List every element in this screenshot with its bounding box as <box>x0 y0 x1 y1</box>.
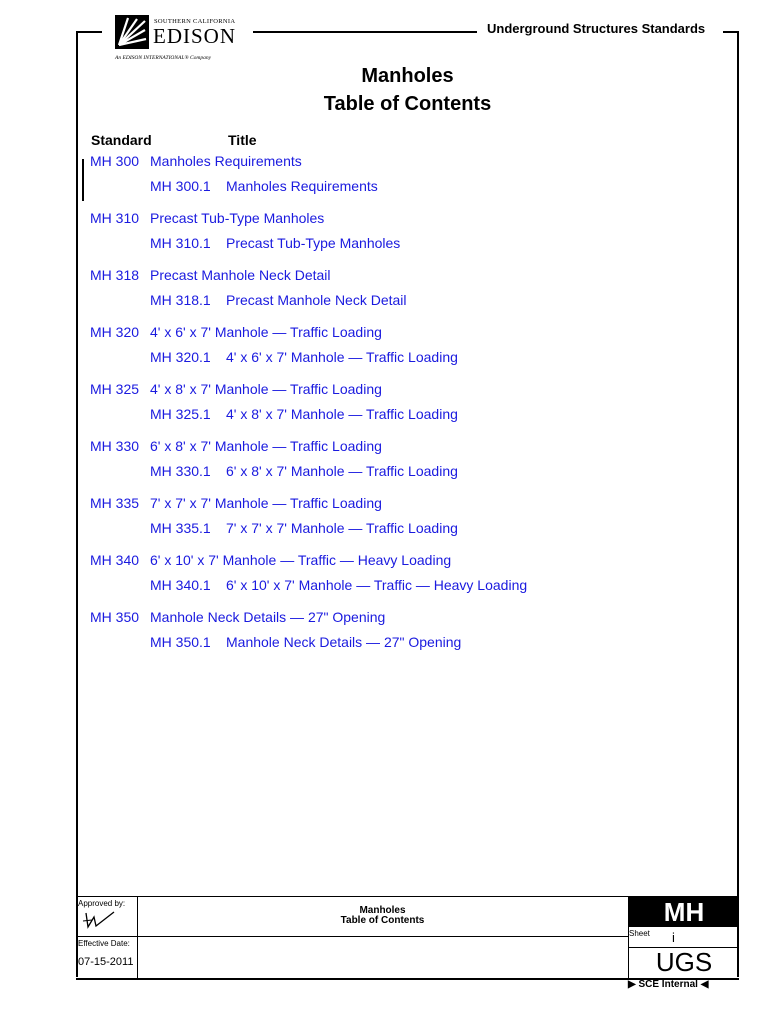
ugs-label: UGS <box>655 947 713 977</box>
toc-sub-title[interactable]: Manhole Neck Details — 27" Opening <box>226 633 462 650</box>
toc-standard-code[interactable]: MH 350 <box>90 609 140 625</box>
toc-group <box>90 438 527 495</box>
toc-sub-link[interactable] <box>90 235 527 260</box>
toc-title[interactable]: Precast Manhole Neck Detail <box>150 267 331 283</box>
logo-tagline: An EDISON INTERNATIONAL® Company <box>115 55 212 61</box>
toc-standard-code[interactable]: MH 330 <box>90 438 140 454</box>
toc-standard-code[interactable]: MH 335 <box>90 495 140 511</box>
toc-sub-title[interactable]: 4' x 8' x 7' Manhole — Traffic Loading <box>226 405 458 422</box>
column-header-standard: Standard <box>91 132 152 148</box>
toc-standard-code[interactable]: MH 320 <box>90 324 140 340</box>
toc-group <box>90 495 527 552</box>
toc-link[interactable] <box>90 153 527 178</box>
footer-title-line2: Table of Contents <box>340 915 425 926</box>
toc-title[interactable]: 4' x 6' x 7' Manhole — Traffic Loading <box>150 324 382 340</box>
section-code-badge: MH <box>629 897 739 927</box>
divider <box>137 936 628 937</box>
toc-link[interactable] <box>90 609 527 634</box>
toc-sub-title[interactable]: Manholes Requirements <box>226 177 378 194</box>
toc-title[interactable]: 4' x 8' x 7' Manhole — Traffic Loading <box>150 381 382 397</box>
edison-sunburst-icon <box>115 15 149 49</box>
toc-group <box>90 381 527 438</box>
title-block <box>76 896 739 980</box>
toc-group <box>90 552 527 609</box>
toc-group <box>90 210 527 267</box>
toc-group <box>90 324 527 381</box>
toc-sub-link[interactable] <box>90 577 527 602</box>
toc-standard-code[interactable]: MH 340 <box>90 552 140 568</box>
toc-sub-link[interactable] <box>90 634 527 659</box>
toc-sub-standard-code[interactable]: MH 350.1 <box>150 633 211 650</box>
toc-sub-link[interactable] <box>90 178 527 203</box>
doc-title-line1: Manholes <box>361 65 454 87</box>
logo-small-text: SOUTHERN CALIFORNIA <box>154 18 236 25</box>
toc-sub-title[interactable]: 7' x 7' x 7' Manhole — Traffic Loading <box>226 519 458 536</box>
toc-sub-standard-code[interactable]: MH 310.1 <box>150 234 211 251</box>
toc-title[interactable]: 6' x 10' x 7' Manhole — Traffic — Heavy Loading <box>150 552 452 568</box>
toc-sub-standard-code[interactable]: MH 320.1 <box>150 348 211 365</box>
toc-sub-title[interactable]: 6' x 8' x 7' Manhole — Traffic Loading <box>226 462 458 479</box>
header-title: Underground Structures Standards <box>487 21 706 36</box>
toc-sub-link[interactable] <box>90 349 527 374</box>
toc-standard-code[interactable]: MH 318 <box>90 267 140 283</box>
change-bar <box>82 159 84 201</box>
toc-sub-title[interactable]: Precast Manhole Neck Detail <box>226 291 407 308</box>
toc-link[interactable] <box>90 438 527 463</box>
toc-group <box>90 609 527 666</box>
toc-sub-link[interactable] <box>90 463 527 488</box>
frame-top-mid-line <box>253 31 477 33</box>
toc-standard-code[interactable]: MH 325 <box>90 381 140 397</box>
toc-sub-title[interactable]: Precast Tub-Type Manholes <box>226 234 401 251</box>
toc-link[interactable] <box>90 324 527 349</box>
toc-standard-code[interactable]: MH 300 <box>90 153 140 169</box>
toc-sub-link[interactable] <box>90 292 527 317</box>
toc-sub-standard-code[interactable]: MH 340.1 <box>150 576 211 593</box>
edison-logo <box>115 15 255 65</box>
doc-title-line2: Table of Contents <box>323 93 492 115</box>
toc-link[interactable] <box>90 495 527 520</box>
sheet-value: i <box>672 930 675 945</box>
toc-title[interactable]: 6' x 8' x 7' Manhole — Traffic Loading <box>150 438 382 454</box>
toc-sub-link[interactable] <box>90 520 527 545</box>
sheet-label: Sheet <box>629 929 650 938</box>
approved-by-label: Approved by: <box>78 899 126 908</box>
toc-sub-standard-code[interactable]: MH 335.1 <box>150 519 211 536</box>
toc-sub-standard-code[interactable]: MH 300.1 <box>150 177 211 194</box>
logo-big-text: EDISON <box>153 24 236 48</box>
footer-title-line1: Manholes <box>359 905 406 916</box>
effective-date-label: Effective Date: <box>78 939 130 948</box>
toc-sub-standard-code[interactable]: MH 330.1 <box>150 462 211 479</box>
toc-sub-title[interactable]: 6' x 10' x 7' Manhole — Traffic — Heavy Loading <box>226 576 528 593</box>
toc-title[interactable]: Precast Tub-Type Manholes <box>150 210 325 226</box>
toc-link[interactable] <box>90 552 527 577</box>
toc-link[interactable] <box>90 381 527 406</box>
column-header-title: Title <box>228 132 257 148</box>
classification-label: ▶ SCE Internal ◀ <box>628 979 709 990</box>
toc-title[interactable]: Manholes Requirements <box>150 153 302 169</box>
toc-link[interactable] <box>90 267 527 292</box>
toc-title[interactable]: Manhole Neck Details — 27" Opening <box>150 609 386 625</box>
divider <box>76 936 137 937</box>
toc-standard-code[interactable]: MH 310 <box>90 210 140 226</box>
toc-list <box>90 153 527 666</box>
toc-link[interactable] <box>90 210 527 235</box>
frame-right-line <box>737 31 739 977</box>
toc-sub-standard-code[interactable]: MH 318.1 <box>150 291 211 308</box>
toc-group <box>90 267 527 324</box>
toc-group <box>90 153 527 210</box>
toc-sub-link[interactable] <box>90 406 527 431</box>
toc-title[interactable]: 7' x 7' x 7' Manhole — Traffic Loading <box>150 495 382 511</box>
toc-sub-title[interactable]: 4' x 6' x 7' Manhole — Traffic Loading <box>226 348 458 365</box>
frame-top-left-line <box>76 31 102 33</box>
approver-signature <box>80 909 120 931</box>
effective-date: 07-15-2011 <box>78 956 134 968</box>
frame-left-line <box>76 31 78 977</box>
toc-sub-standard-code[interactable]: MH 325.1 <box>150 405 211 422</box>
